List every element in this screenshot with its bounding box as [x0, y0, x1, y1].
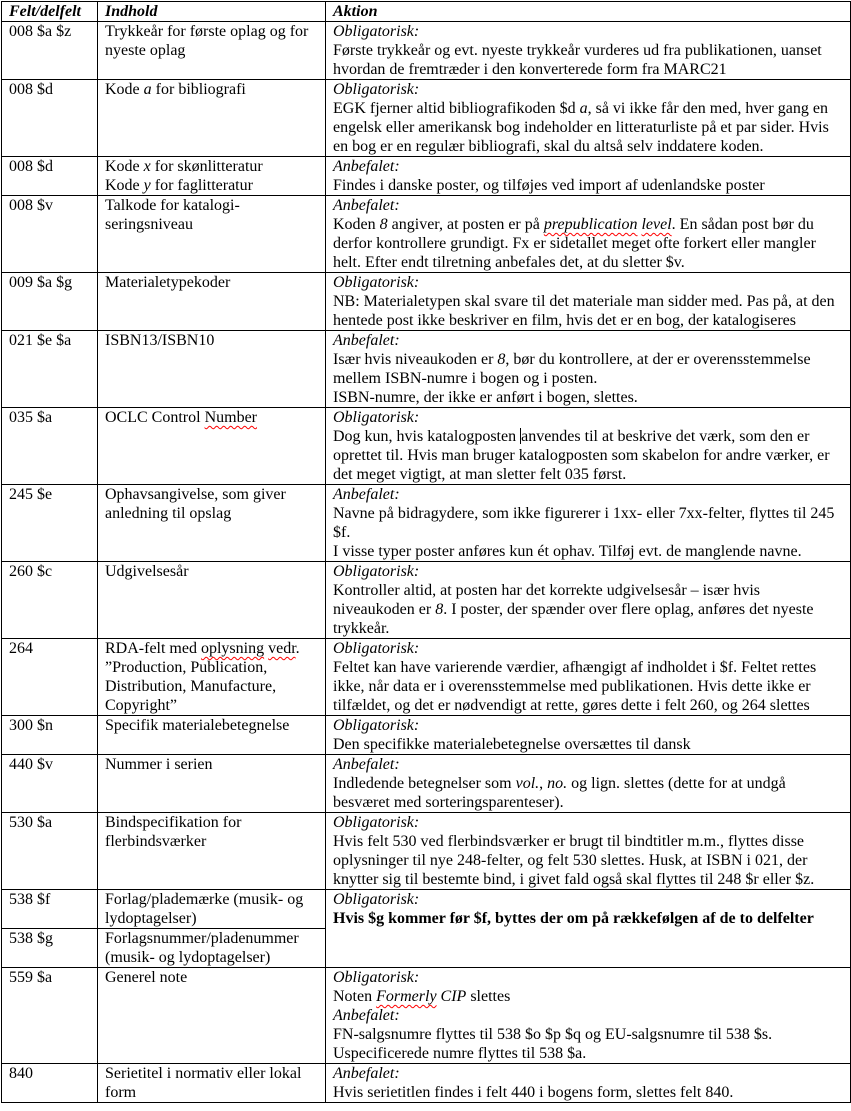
col-header-indhold: Indhold	[98, 2, 326, 22]
cell-indhold[interactable]	[98, 890, 326, 929]
col-header-aktion: Aktion	[326, 2, 851, 22]
text-run: FN-salgsnumre flyttes til 538 $o $p $q og EU-salgsnumre til 538 $s.	[333, 1026, 773, 1043]
aktion-paragraph	[333, 542, 845, 561]
table-row	[2, 562, 851, 639]
text-run: Feltet kan have varierende værdier, afhængigt af indholdet i $f. Feltet rettes ikke, når data er i overensstemmelse med publikationen. Hvis dette ikke er tilfældet, og det er nødvendigt at rette, gøres dette i felt 260, og 264 slettes	[333, 659, 817, 714]
misspelled-word: level	[641, 216, 672, 233]
cell-felt-delfelt[interactable]	[2, 273, 98, 331]
aktion-paragraph	[333, 196, 845, 215]
aktion-paragraph	[333, 1044, 845, 1063]
indhold-paragraph	[105, 408, 320, 427]
felt-code: 538 $f	[9, 891, 51, 908]
aktion-paragraph	[333, 292, 845, 330]
felt-code: 538 $g	[9, 930, 53, 947]
text-run: Materialetypekoder	[105, 274, 231, 291]
text-run: a	[579, 100, 588, 117]
cell-aktion[interactable]	[326, 890, 851, 968]
cell-felt-delfelt[interactable]	[2, 562, 98, 639]
text-run: . En sådan post bør du derfor kontrollere grundigt. Fx er sidetallet meget ofte forkert eller mangler helt. Efter endt tilretning anbefales det, at du sletter $v.	[333, 216, 816, 271]
indhold-paragraph	[105, 1064, 320, 1102]
text-run: Kode	[105, 81, 144, 98]
text-run: . ”Production, Publication, Distribution, Manufacture, Copyright”	[105, 640, 300, 714]
indhold-paragraph	[105, 890, 320, 928]
table-body	[2, 22, 851, 1103]
text-run: Anbefalet:	[333, 756, 400, 773]
table-row	[2, 157, 851, 196]
text-run: Ophavsangivelse, som giver anledning til opslag	[105, 486, 286, 522]
felt-code: 035 $a	[9, 409, 53, 426]
text-run: Forlagsnummer/pladenummer (musik- og lydoptagelser)	[105, 930, 299, 966]
aktion-paragraph	[333, 157, 845, 176]
felt-code: 008 $d	[9, 158, 53, 175]
cell-aktion[interactable]	[326, 408, 851, 485]
felt-code: 245 $e	[9, 486, 53, 503]
aktion-paragraph	[333, 774, 845, 812]
text-run: Obligatorisk:	[333, 563, 420, 580]
table-row	[2, 968, 851, 1064]
aktion-paragraph	[333, 562, 845, 581]
indhold-paragraph	[105, 755, 320, 774]
text-run: for skønlitteratur	[150, 158, 263, 175]
table-row	[2, 1064, 851, 1103]
col-header-felt-delfelt: Felt/delfelt	[2, 2, 98, 22]
aktion-paragraph	[333, 80, 845, 99]
text-run: Anbefalet:	[333, 332, 400, 349]
text-run: for bibliografi	[151, 81, 246, 98]
cell-felt-delfelt[interactable]	[2, 331, 98, 408]
felt-code: 021 $e $a	[9, 332, 72, 349]
text-run: ,	[539, 775, 548, 792]
cell-aktion[interactable]	[326, 716, 851, 755]
text-run: Anbefalet:	[333, 1007, 400, 1024]
text-run: Obligatorisk:	[333, 23, 420, 40]
aktion-paragraph	[333, 1006, 845, 1025]
aktion-paragraph	[333, 99, 845, 156]
text-run: Hvis felt 530 ved flerbindsværker er brugt til bindtitler m.m., flyttes disse oplysninger til nye 248-felter, og felt 530 slettes. Husk, at ISBN i 021, der knytter sig til bestemte bind, i givet fald også skal flyttes til 248 $r eller $z.	[333, 833, 815, 888]
table-row	[2, 755, 851, 813]
cell-indhold[interactable]	[98, 196, 326, 273]
text-run: Kode	[105, 177, 144, 194]
indhold-paragraph	[105, 929, 320, 967]
aktion-paragraph	[333, 581, 845, 638]
text-run: Obligatorisk:	[333, 81, 420, 98]
indhold-paragraph	[105, 813, 320, 851]
text-run: Obligatorisk:	[333, 640, 420, 657]
text-run: Anbefalet:	[333, 158, 400, 175]
text-run: Generel note	[105, 969, 188, 986]
text-run: Kontroller altid, at posten har det korrekte udgivelsesår – især hvis niveaukoden er	[333, 582, 761, 618]
text-run: Udgivelsesår	[105, 563, 189, 580]
aktion-paragraph	[333, 22, 845, 41]
cell-indhold[interactable]	[98, 716, 326, 755]
text-run: Talkode for katalogi-seringsniveau	[105, 197, 240, 233]
cell-aktion[interactable]	[326, 80, 851, 157]
text-run: Obligatorisk:	[333, 274, 420, 291]
text-run: CIP	[436, 988, 467, 1005]
felt-code: 840	[9, 1065, 33, 1082]
text-run: , bør du kontrollere, at der er overensstemmelse mellem ISBN-numre i bogen og i posten.	[333, 351, 811, 387]
indhold-paragraph	[105, 331, 320, 350]
aktion-paragraph	[333, 427, 845, 484]
text-run: Specifik materialebetegnelse	[105, 717, 290, 734]
cell-aktion[interactable]	[326, 22, 851, 80]
indhold-paragraph	[105, 157, 320, 176]
aktion-paragraph	[333, 909, 845, 928]
cell-felt-delfelt[interactable]	[2, 196, 98, 273]
felt-code: 530 $a	[9, 814, 53, 831]
text-run: Obligatorisk:	[333, 969, 420, 986]
aktion-paragraph	[333, 832, 845, 889]
aktion-paragraph	[333, 716, 845, 735]
text-run: for faglitteratur	[150, 177, 253, 194]
aktion-paragraph	[333, 350, 845, 388]
indhold-paragraph	[105, 562, 320, 581]
text-run: RDA-felt med	[105, 640, 201, 657]
table-row	[2, 813, 851, 890]
cell-felt-delfelt[interactable]	[2, 1064, 98, 1103]
text-run: 8	[379, 216, 388, 233]
cell-felt-delfelt[interactable]	[2, 813, 98, 890]
cell-aktion[interactable]	[326, 331, 851, 408]
cell-aktion[interactable]	[326, 485, 851, 562]
cell-felt-delfelt[interactable]	[2, 968, 98, 1064]
text-run: . I poster, der spænder over flere oplag, anføres det nyeste trykkeår.	[333, 601, 814, 637]
cell-indhold[interactable]	[98, 331, 326, 408]
text-run: Nummer i serien	[105, 756, 213, 773]
text-run: x	[143, 158, 151, 175]
aktion-paragraph	[333, 408, 845, 427]
text-run: EGK fjerner altid bibliografikoden $d	[333, 100, 580, 117]
cell-indhold[interactable]	[98, 639, 326, 716]
text-run: Navne på bidragydere, som ikke figurerer i 1xx- eller 7xx-felter, flyttes til 245 $f.	[333, 505, 835, 541]
text-run: OCLC Control	[105, 409, 205, 426]
cell-indhold[interactable]	[98, 22, 326, 80]
table-row	[2, 639, 851, 716]
cell-felt-delfelt[interactable]	[2, 157, 98, 196]
text-run: Anbefalet:	[333, 197, 400, 214]
cell-felt-delfelt[interactable]	[2, 755, 98, 813]
text-run: Bindspecifikation for flerbindsværker	[105, 814, 242, 850]
cell-aktion[interactable]	[326, 968, 851, 1064]
text-run: Obligatorisk:	[333, 409, 420, 426]
indhold-paragraph	[105, 716, 320, 735]
text-run: Især hvis niveaukoden er	[333, 351, 498, 368]
text-run: no.	[547, 775, 568, 792]
text-run: Trykkeår for første oplag og for nyeste oplag	[105, 23, 309, 59]
cell-felt-delfelt[interactable]	[2, 929, 98, 968]
cell-aktion[interactable]	[326, 1064, 851, 1103]
text-run: Den specifikke materialebetegnelse oversættes til dansk	[333, 736, 691, 753]
marc-field-table	[1, 1, 851, 1103]
cell-felt-delfelt[interactable]	[2, 716, 98, 755]
cell-felt-delfelt[interactable]	[2, 485, 98, 562]
text-run: Serietitel i normativ eller lokal form	[105, 1065, 302, 1101]
felt-code: 009 $a $g	[9, 274, 73, 291]
cell-felt-delfelt[interactable]	[2, 639, 98, 716]
indhold-paragraph	[105, 639, 320, 715]
aktion-paragraph	[333, 215, 845, 272]
misspelled-word: Number	[204, 409, 257, 426]
header-row	[2, 2, 851, 22]
felt-code: 559 $a	[9, 969, 53, 986]
text-run: , så vi ikke får den med, hver gang en engelsk eller amerikansk bog indeholder en litteraturliste på et par sider. Hvis en bog er en regulær bibliografi, skal du altså selv inddatere koden.	[333, 100, 829, 155]
text-run: Anbefalet:	[333, 1065, 400, 1082]
felt-code: 264	[9, 640, 33, 657]
cell-indhold[interactable]	[98, 273, 326, 331]
cell-indhold[interactable]	[98, 408, 326, 485]
indhold-paragraph	[105, 176, 320, 195]
misspelled-word: prepublication	[543, 216, 638, 233]
text-run: Dog kun, hvis katalogposten	[333, 428, 521, 445]
cell-aktion[interactable]	[326, 273, 851, 331]
table-row	[2, 890, 851, 929]
aktion-paragraph	[333, 813, 845, 832]
indhold-paragraph	[105, 485, 320, 523]
text-run: Uspecificerede numre flyttes til 538 $a.	[333, 1045, 587, 1062]
table-row	[2, 408, 851, 485]
indhold-paragraph	[105, 80, 320, 99]
felt-code: 440 $v	[9, 756, 53, 773]
aktion-paragraph	[333, 1083, 845, 1102]
text-run: angiver, at posten er på	[387, 216, 544, 233]
text-run: ISBN13/ISBN10	[105, 332, 215, 349]
text-run: Obligatorisk:	[333, 814, 420, 831]
cell-indhold[interactable]	[98, 755, 326, 813]
cell-felt-delfelt[interactable]	[2, 408, 98, 485]
aktion-paragraph	[333, 1064, 845, 1083]
felt-code: 008 $d	[9, 81, 53, 98]
table-row	[2, 80, 851, 157]
text-run: Findes i danske poster, og tilføjes ved import af udenlandske poster	[333, 177, 765, 194]
cell-felt-delfelt[interactable]	[2, 80, 98, 157]
text-run: ISBN-numre, der ikke er anført i bogen, slettes.	[333, 389, 638, 406]
text-run: NB: Materialetypen skal svare til det materiale man sidder med. Pas på, at den hentede post ikke beskriver en film, hvis det er en bog, der katalogiseres	[333, 293, 835, 329]
misspelled-word: vedr	[268, 640, 296, 657]
cell-indhold[interactable]	[98, 929, 326, 968]
indhold-paragraph	[105, 273, 320, 292]
text-run: Forlag/plademærke (musik- og lydoptagelser)	[105, 891, 304, 927]
cell-aktion[interactable]	[326, 639, 851, 716]
text-run: slettes	[466, 988, 511, 1005]
aktion-paragraph	[333, 890, 845, 909]
text-run: Noten	[333, 988, 377, 1005]
felt-code: 008 $v	[9, 197, 53, 214]
indhold-paragraph	[105, 22, 320, 60]
text-run: Hvis $g kommer før $f, byttes der om på rækkefølgen af de to delfelter	[333, 910, 814, 927]
aktion-paragraph	[333, 388, 845, 407]
table-row	[2, 196, 851, 273]
text-run: anvendes til at beskrive det værk, som den er oprettet til. Hvis man bruger katalogposten som skabelon for andre værker, er det meget vigtigt, at man sletter felt 035 først.	[333, 428, 830, 483]
aktion-paragraph	[333, 485, 845, 504]
cell-felt-delfelt[interactable]	[2, 22, 98, 80]
cell-indhold[interactable]	[98, 80, 326, 157]
text-run: Første trykkeår og evt. nyeste trykkeår vurderes ud fra publikationen, uanset hvordan de fremtræder i den konverterede form fra MARC21	[333, 42, 822, 78]
text-run: Obligatorisk:	[333, 717, 420, 734]
text-run: Indledende betegnelser som	[333, 775, 516, 792]
cell-aktion[interactable]	[326, 562, 851, 639]
felt-code: 300 $n	[9, 717, 53, 734]
text-run: Koden	[333, 216, 380, 233]
cell-indhold[interactable]	[98, 157, 326, 196]
aktion-paragraph	[333, 1025, 845, 1044]
text-run: Anbefalet:	[333, 486, 400, 503]
aktion-paragraph	[333, 755, 845, 774]
text-run: Hvis serietitlen findes i felt 440 i bogens form, slettes felt 840.	[333, 1084, 734, 1101]
text-run: a	[143, 81, 152, 98]
felt-code: 008 $a $z	[9, 23, 72, 40]
cell-aktion[interactable]	[326, 196, 851, 273]
text-run: 8	[497, 351, 506, 368]
cell-indhold[interactable]	[98, 1064, 326, 1103]
aktion-paragraph	[333, 987, 845, 1006]
misspelled-word: Formerly	[376, 988, 437, 1005]
cell-felt-delfelt[interactable]	[2, 890, 98, 929]
misspelled-word: oplysning	[200, 640, 265, 657]
text-run: Obligatorisk:	[333, 891, 420, 908]
indhold-paragraph	[105, 196, 320, 234]
cell-aktion[interactable]	[326, 755, 851, 813]
text-run: I visse typer poster anføres kun ét ophav. Tilføj evt. de manglende navne.	[333, 543, 802, 560]
cell-indhold[interactable]	[98, 813, 326, 890]
cell-aktion[interactable]	[326, 157, 851, 196]
aktion-paragraph	[333, 41, 845, 79]
aktion-paragraph	[333, 639, 845, 658]
text-run: 8	[435, 601, 444, 618]
aktion-paragraph	[333, 735, 845, 754]
cell-aktion[interactable]	[326, 813, 851, 890]
text-run: Kode	[105, 158, 144, 175]
aktion-paragraph	[333, 273, 845, 292]
table-row	[2, 331, 851, 408]
table-row	[2, 716, 851, 755]
table-row	[2, 273, 851, 331]
cell-indhold[interactable]	[98, 562, 326, 639]
aktion-paragraph	[333, 658, 845, 715]
table-row	[2, 485, 851, 562]
text-run: y	[143, 177, 151, 194]
aktion-paragraph	[333, 331, 845, 350]
cell-indhold[interactable]	[98, 968, 326, 1064]
aktion-paragraph	[333, 176, 845, 195]
cell-indhold[interactable]	[98, 485, 326, 562]
text-run: og lign. slettes (dette for at undgå besværet med sorteringsparenteser).	[333, 775, 786, 811]
table-row	[2, 22, 851, 80]
text-run: vol.	[515, 775, 540, 792]
aktion-paragraph	[333, 504, 845, 542]
indhold-paragraph	[105, 968, 320, 987]
felt-code: 260 $c	[9, 563, 53, 580]
aktion-paragraph	[333, 968, 845, 987]
